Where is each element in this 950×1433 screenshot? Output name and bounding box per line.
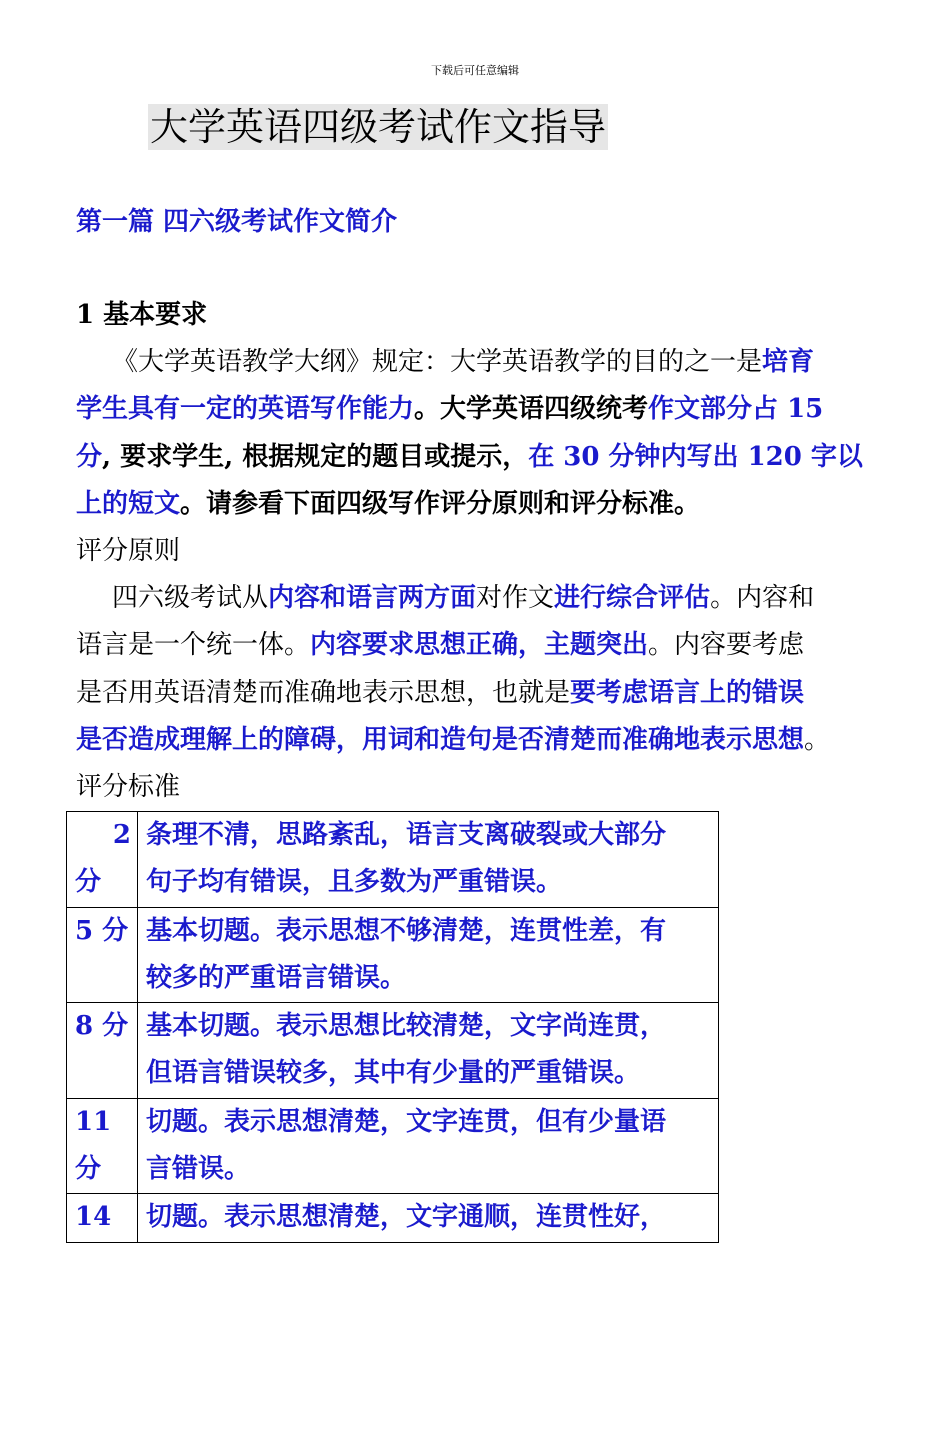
text-span: 。内容和 xyxy=(710,583,815,613)
text-span: 。大学英语四级统考 xyxy=(414,394,649,425)
highlight-span: 上的短文 xyxy=(76,488,181,519)
description-cell xyxy=(138,812,719,908)
table-row xyxy=(67,1194,719,1242)
document-title: 大学英语四级考试作文指导 xyxy=(150,105,607,149)
score-cell xyxy=(67,907,138,1003)
score-cell xyxy=(67,812,138,908)
score-text: 2 xyxy=(112,820,131,850)
table-row xyxy=(67,1003,719,1099)
standards-heading: 评分标准 xyxy=(76,772,181,802)
highlight-span: 是否造成理解上的障碍，用词和造句是否清楚而准确地表示思想 xyxy=(76,724,805,755)
score-text: 分 xyxy=(75,867,102,898)
score-cell xyxy=(67,1194,138,1242)
highlight-span: 要考虑语言上的错误 xyxy=(570,677,805,708)
score-cell xyxy=(67,1003,138,1099)
section-heading: 1 基本要求 xyxy=(76,300,208,330)
highlight-span: 进行综合评估 xyxy=(554,583,711,613)
text-span: 。请参看下面四级写作评分原则和评分标准。 xyxy=(180,488,701,519)
paragraph-basic-requirements xyxy=(76,339,876,528)
text-span: 。 xyxy=(804,724,831,755)
paragraph-line xyxy=(76,622,876,669)
text-span: 语言是一个统一体。 xyxy=(76,630,311,661)
highlight-span: 内容和语言两方面 xyxy=(268,583,477,613)
paragraph-scoring-principles xyxy=(76,575,876,764)
description-text: 基本切题。表示思想不够清楚，连贯性差，有 xyxy=(146,915,667,946)
paragraph-line xyxy=(76,386,876,433)
description-text: 句子均有错误，且多数为严重错误。 xyxy=(146,867,563,898)
score-text: 11 xyxy=(75,1106,112,1137)
text-span: 。内容要考虑 xyxy=(648,630,805,661)
table-row xyxy=(67,812,719,908)
description-text: 基本切题。表示思想比较清楚，文字尚连贯， xyxy=(146,1011,667,1042)
description-text: 较多的严重语言错误。 xyxy=(146,962,407,993)
principles-heading: 评分原则 xyxy=(76,536,181,566)
paragraph-line xyxy=(76,481,876,528)
page-header: 下载后可任意编辑 xyxy=(431,64,519,77)
description-cell xyxy=(138,1098,719,1194)
paragraph-line xyxy=(76,339,876,386)
score-cell xyxy=(67,1098,138,1194)
score-text: 分 xyxy=(75,1154,102,1185)
description-text: 条理不清，思路紊乱，语言支离破裂或大部分 xyxy=(146,820,667,850)
highlight-span: 分 xyxy=(76,441,103,472)
highlight-span: 内容要求思想正确，主题突出 xyxy=(310,630,649,661)
table-row xyxy=(67,907,719,1003)
paragraph-line xyxy=(76,717,876,764)
highlight-span: 培育 xyxy=(762,347,815,377)
text-span: 四六级考试从 xyxy=(112,583,269,613)
text-span: 对作文 xyxy=(476,583,555,613)
highlight-span: 学生具有一定的英语写作能力 xyxy=(76,394,415,425)
description-cell xyxy=(138,1003,719,1099)
description-text: 切题。表示思想清楚，文字通顺，连贯性好， xyxy=(146,1202,667,1233)
part-heading: 第一篇 四六级考试作文简介 xyxy=(76,207,398,237)
description-cell xyxy=(138,907,719,1003)
text-span: , 要求学生, 根据规定的题目或提示， xyxy=(102,441,529,472)
highlight-span: 作文部分占 15 xyxy=(648,394,824,425)
paragraph-line xyxy=(76,434,876,481)
score-text: 14 xyxy=(75,1202,112,1233)
table-row xyxy=(67,1098,719,1194)
description-cell xyxy=(138,1194,719,1242)
description-text: 但语言错误较多，其中有少量的严重错误。 xyxy=(146,1058,641,1089)
highlight-span: 在 30 分钟内写出 120 字以 xyxy=(528,441,863,472)
paragraph-line xyxy=(76,575,876,622)
description-text: 言错误。 xyxy=(146,1154,251,1185)
scoring-standards-table xyxy=(66,811,719,1243)
paragraph-line xyxy=(76,670,876,717)
text-span: 《大学英语教学大纲》规定：大学英语教学的目的之一是 xyxy=(112,347,763,377)
score-text: 5 分 xyxy=(75,915,129,946)
description-text: 切题。表示思想清楚，文字连贯，但有少量语 xyxy=(146,1106,667,1137)
score-text: 8 分 xyxy=(75,1011,129,1042)
text-span: 是否用英语清楚而准确地表示思想，也就是 xyxy=(76,677,571,708)
